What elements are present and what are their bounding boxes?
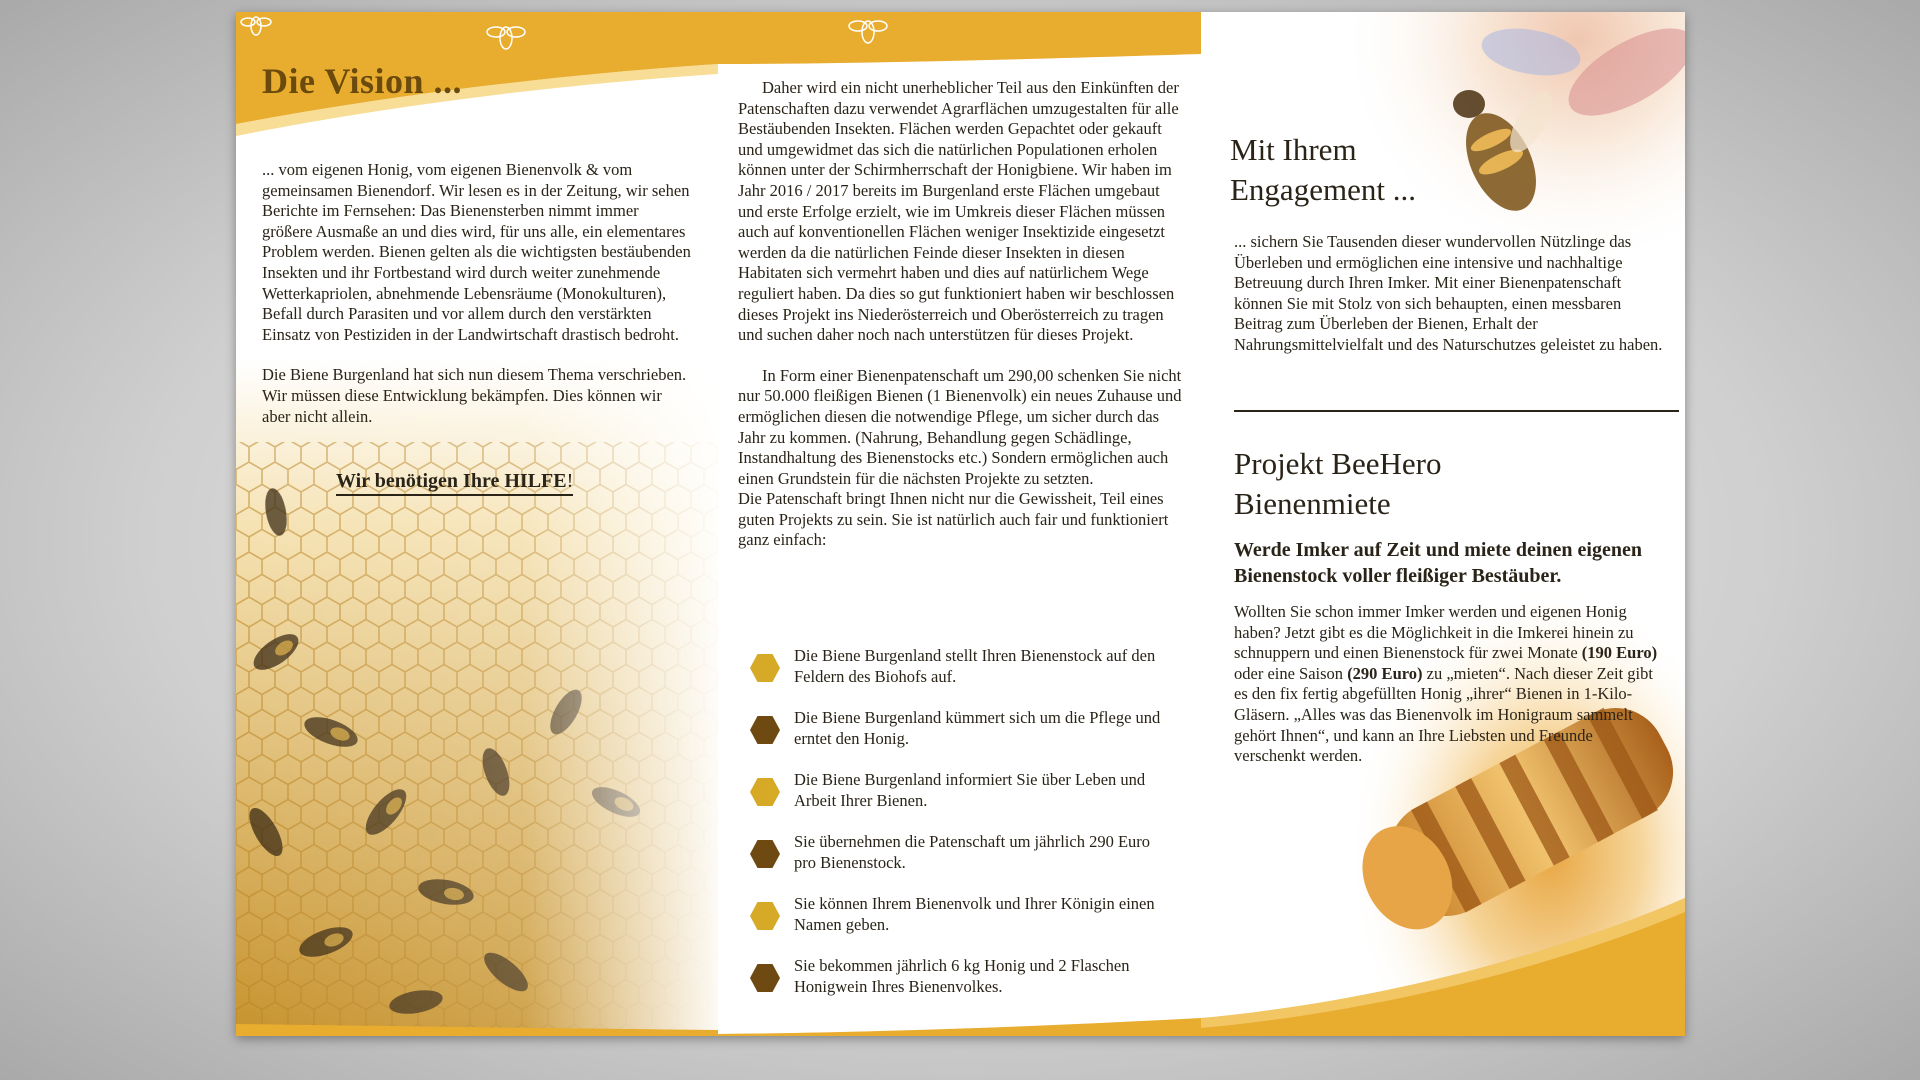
patenschaft-paragraph-2: In Form einer Bienenpatenschaft um 290,00 schenken Sie nicht nur 50.000 fleißigen Bienen (1 Bienenvolk) ein neues Zuhause und ermöglichen diesen die notwendige Pflege, um sicher durch das Jahr zu kommen. (Nahrung, Behandlung gegen Schädlinge, Instandhaltung des Bienenstocks etc.) Sondern ermöglichen auch einen Grundstein für die nächsten Projekte zu setzten. <box>738 365 1182 488</box>
project-title-line-2: Bienenmiete <box>1234 486 1391 521</box>
brochure-spread <box>236 12 1685 1036</box>
project-text-part: oder eine Saison <box>1234 663 1348 683</box>
help-callout-text: Wir benötigen Ihre HILFE <box>336 470 567 492</box>
list-item-text: Sie können Ihrem Bienenvolk und Ihrer Königin einen Namen geben. <box>794 894 1155 934</box>
help-callout-mark: ! <box>566 470 574 492</box>
list-item <box>750 646 1170 687</box>
list-item <box>750 832 1170 873</box>
list-item-text: Die Biene Burgenland stellt Ihren Bienenstock auf den Feldern des Biohofs auf. <box>794 646 1156 686</box>
patenschaft-text <box>738 78 1188 551</box>
list-item-text: Die Biene Burgenland informiert Sie über Leben und Arbeit Ihrer Bienen. <box>794 770 1146 810</box>
project-title-line-1: Projekt BeeHero <box>1234 446 1442 481</box>
engagement-title <box>1230 130 1416 210</box>
panel-beehero <box>1201 12 1685 1036</box>
benefits-list <box>750 646 1170 1018</box>
honeycomb-bullet-icon <box>750 778 780 806</box>
panel-vision <box>236 12 718 1036</box>
list-item <box>750 708 1170 749</box>
page-title: Die Vision ... <box>262 61 463 101</box>
list-item-text: Sie übernehmen die Patenschaft um jährlich 290 Euro pro Bienenstock. <box>794 832 1151 872</box>
price-season: (290 Euro) <box>1347 663 1423 683</box>
engagement-title-line-1: Mit Ihrem <box>1230 132 1357 167</box>
honeycomb-bullet-icon <box>750 902 780 930</box>
honeycomb-bullet-icon <box>750 964 780 992</box>
price-two-months: (190 Euro) <box>1581 643 1658 663</box>
list-item <box>750 956 1170 997</box>
patenschaft-paragraph-3: Die Patenschaft bringt Ihnen nicht nur die Gewissheit, Teil eines guten Projekts zu sein. Sie ist natürlich auch fair und funktioniert ganz einfach: <box>738 489 1169 550</box>
engagement-title-line-2: Engagement ... <box>1230 172 1416 207</box>
honeycomb-bullet-icon <box>750 654 780 682</box>
vision-text <box>262 160 692 427</box>
honeycomb-bullet-icon <box>750 716 780 744</box>
patenschaft-paragraph-1: Daher wird ein nicht unerheblicher Teil aus den Einkünften der Patenschaften dazu verwendet Agrarflächen umzugestalten für alle Bestäubenden Insekten. Flächen werden Gepachtet oder gekauft und umgewidmet das sich die natürlichen Populationen erholen können unter der Schirmherrschaft der Honigbiene. Wir haben im Jahr 2016 / 2017 bereits im Burgenland erste Flächen umgebaut und erste Erfolge erzielt, wie im Umkreis dieser Flächen müssen auch auf konventionellen Flächen weniger Insektizide eingesetzt werden da die natürlichen Feinde dieser Insekten in diesen Habitaten sich vermehrt haben und dies auf natürlichem Wege reguliert haben. Da dies so gut funktioniert haben wir beschlossen dieses Projekt ins Niederösterreich und Oberösterreich zu tragen und suchen daher noch nach unterstützen für dieses Projekt. <box>738 78 1179 345</box>
project-title <box>1234 444 1441 524</box>
list-item <box>750 770 1170 811</box>
vision-paragraph-1: ... vom eigenen Honig, vom eigenen Bienenvolk & vom gemeinsamen Bienendorf. Wir lesen es in der Zeitung, wir sehen Berichte im Fernsehen: Das Bienensterben nimmt immer größere Ausmaße an und dies wird, für uns alle, ein elementares Problem werden. Bienen gelten als die wichtigsten bestäubenden Insekten und ihr Fortbestand wird durch weiter zunehmende Wetterkapriolen, abnehmende Lebensräume (Monokulturen), Befall durch Parasiten und vor allem durch den verstärkten Einsatz von Pestiziden in der Landwirtschaft drastisch bedroht. <box>262 160 691 344</box>
project-text-part: Wollten Sie schon immer Imker werden und eigenen Honig haben? Jetzt gibt es die Möglichkeit in die Imkerei hinein zu schnuppern und einen Bienenstock für zwei Monate <box>1234 602 1634 663</box>
panel-patenschaft <box>718 12 1201 1036</box>
help-callout <box>336 470 573 496</box>
project-subtitle: Werde Imker auf Zeit und miete deinen eigenen Bienenstock voller fleißiger Bestäuber. <box>1234 539 1642 587</box>
honeycomb-bullet-icon <box>750 840 780 868</box>
vision-paragraph-2: Die Biene Burgenland hat sich nun diesem Thema verschrieben. Wir müssen diese Entwicklung bekämpfen. Dies können wir aber nicht allein. <box>262 365 687 426</box>
list-item-text: Sie bekommen jährlich 6 kg Honig und 2 Flaschen Honigwein Ihres Bienenvolkes. <box>794 956 1130 996</box>
project-text-part: zu „mieten“. Nach dieser Zeit gibt es den fix fertig abgefüllten Honig „ihrer“ Bienen in 1-Kilo-Gläsern. „Alles was das Bienenvolk im Honigraum sammelt gehört Ihnen“, und kann an Ihre Liebsten und Freunde verschenkt werden. <box>1234 663 1653 766</box>
section-divider <box>1234 410 1679 412</box>
list-item <box>750 894 1170 935</box>
engagement-text: ... sichern Sie Tausenden dieser wundervollen Nützlinge das Überleben und ermöglichen eine intensive und nachhaltige Betreuung durch Ihren Imker. Mit einer Bienenpatenschaft können Sie mit Stolz von sich behaupten, einen messbaren Beitrag zum Überleben der Bienen, Erhalt der Nahrungsmittelvielfalt und des Naturschutzes geleistet zu haben. <box>1234 232 1663 354</box>
project-text <box>1234 602 1664 767</box>
list-item-text: Die Biene Burgenland kümmert sich um die Pflege und erntet den Honig. <box>794 708 1161 748</box>
